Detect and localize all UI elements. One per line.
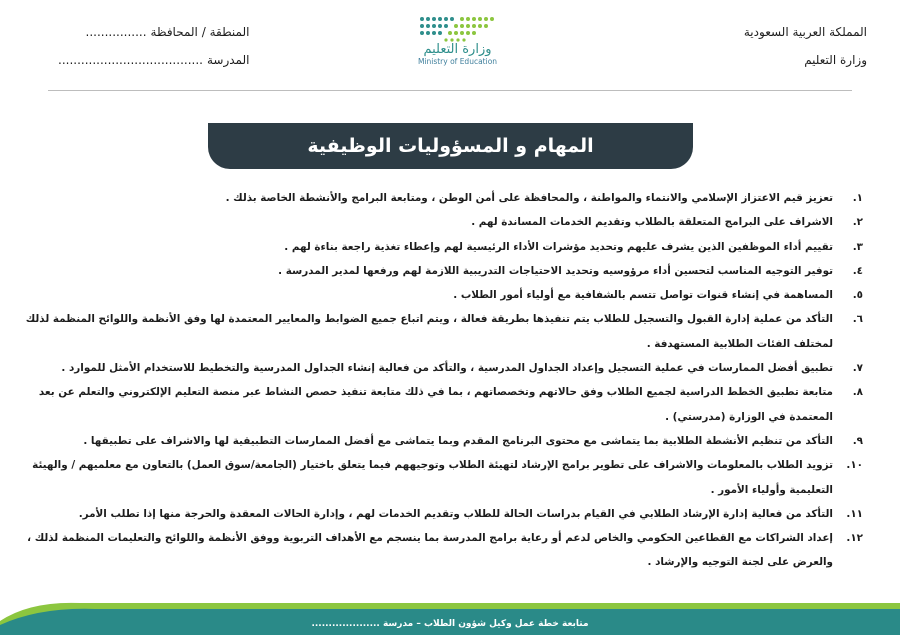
footer-wave-icon [0,595,900,635]
task-list [23,186,863,575]
item-number: ١١. [846,507,863,520]
item-number: ٤. [852,264,863,277]
list-item [23,526,863,575]
item-text: تعزيز قيم الاعتزاز الإسلامي والانتماء والمواطنة ، والمحافظة على أمن الوطن ، ومتابعة البرامج والأنشطة الخاصة بذلك . [225,192,833,204]
list-item [23,235,863,259]
school-label: المدرسة [206,53,250,67]
list-item [23,356,863,380]
item-number: ٧. [852,362,863,375]
list-item [23,307,863,356]
header-left [58,18,249,74]
ministry-logo [410,14,505,84]
item-number: ٣. [852,240,863,253]
page-title: المهام و المسؤوليات الوظيفية [307,135,594,157]
item-number: ١٢. [846,532,863,545]
school-value: ...................................... [58,53,203,67]
item-text: التأكد من فعالية إدارة الإرشاد الطلابي في القيام بدراسات الحالة للطلاب وتقديم الخدمات لهم ، وإدارة الحالات المعقدة والحرجة منها إذا تطلب الأمر. [78,507,833,520]
region-value: ................ [85,25,147,39]
region-row [58,18,249,46]
list-item [23,429,863,453]
list-item [23,453,863,502]
ministry-name: وزارة التعليم [804,53,867,67]
country-name: المملكة العربية السعودية [743,25,867,39]
item-number: ٥. [852,289,863,302]
item-number: ٩. [852,434,863,447]
item-number: ١. [852,192,863,204]
item-text: متابعة تطبيق الخطط الدراسية لجميع الطلاب وفق حالاتهم وتخصصاتهم ، بما في ذلك متابعة تنفيذ حصص النشاط عبر منصة التعليم الإلكتروني والتعلم عن بعد المعتمدة في الوزارة (مدرستي) . [38,386,833,423]
item-text: تزويد الطلاب بالمعلومات والاشراف على تطوير برامج الإرشاد لتهيئة الطلاب وتوجيههم فيما يتعلق باختيار (الجامعة/سوق العمل) بالتعاون مع معلميهم / والهيئة التعليمية وأولياء الأمور . [32,459,833,496]
logo-dots-icon [416,14,500,42]
item-number: ١٠. [846,459,863,472]
list-item [23,380,863,429]
list-item [23,186,863,210]
item-text: المساهمة في إنشاء قنوات تواصل تتسم بالشفافية مع أولياء أمور الطلاب . [453,289,833,302]
list-item [23,259,863,283]
footer-text: متابعة خطة عمل وكيل شؤون الطلاب – مدرسة .................... [311,619,589,629]
school-row [58,46,249,74]
item-number: ٦. [852,313,863,326]
item-text: الاشراف على البرامج المتعلقة بالطلاب وتقديم الخدمات المساندة لهم . [471,216,833,229]
page-title-banner [208,123,693,169]
item-text: توفير التوجيه المناسب لتحسين أداء مرؤوسيه وتحديد الاحتياجات التدريبية اللازمة لهم ورفعها لمدير المدرسة . [278,264,833,277]
list-item [23,210,863,234]
footer-band [0,595,900,635]
item-text: تطبيق أفضل الممارسات في عملية التسجيل وإعداد الجداول المدرسية ، والتأكد من فعالية إنشاء الجداول المدرسية والتخطيط للاستخدام الأمثل للموارد . [61,362,833,375]
item-text: تقييم أداء الموظفين الذين يشرف عليهم وتحديد مؤشرات الأداء الرئيسية لهم وإعطاء تغذية راجعة بناءة لهم . [284,240,833,253]
item-number: ٨. [852,386,863,399]
item-text: إعداد الشراكات مع القطاعين الحكومي والخاص لدعم أو رعاية برامج المدرسة بما ينسجم مع الأهداف التربوية ووفق الأنظمة واللوائح والتعليمات المنظمة لذلك ، والعرض على لجنة التوجيه والإرشاد . [27,532,833,569]
region-label: المنطقة / المحافظة [150,25,250,39]
list-item [23,283,863,307]
item-text: التأكد من تنظيم الأنشطة الطلابية بما يتماشى مع محتوى البرنامج المقدم وبما يتماشى مع أفضل الممارسات التطبيقية لها والاشراف على تطبيقها . [83,434,833,447]
list-item [23,502,863,526]
logo-arabic-text: وزارة التعليم [423,42,492,57]
header-divider [48,90,852,91]
item-text: التأكد من عملية إدارة القبول والتسجيل للطلاب يتم تنفيذها بطريقة فعالة ، ويتم اتباع جميع الضوابط والمعايير المعتمدة لها وفق الأنظمة واللوائح المنظمة لذلك لمختلف الفئات الطلابية المستهدفة . [25,313,833,350]
item-number: ٢. [852,216,863,229]
logo-english-text: Ministry of Education [417,57,498,66]
header-right [744,18,867,74]
